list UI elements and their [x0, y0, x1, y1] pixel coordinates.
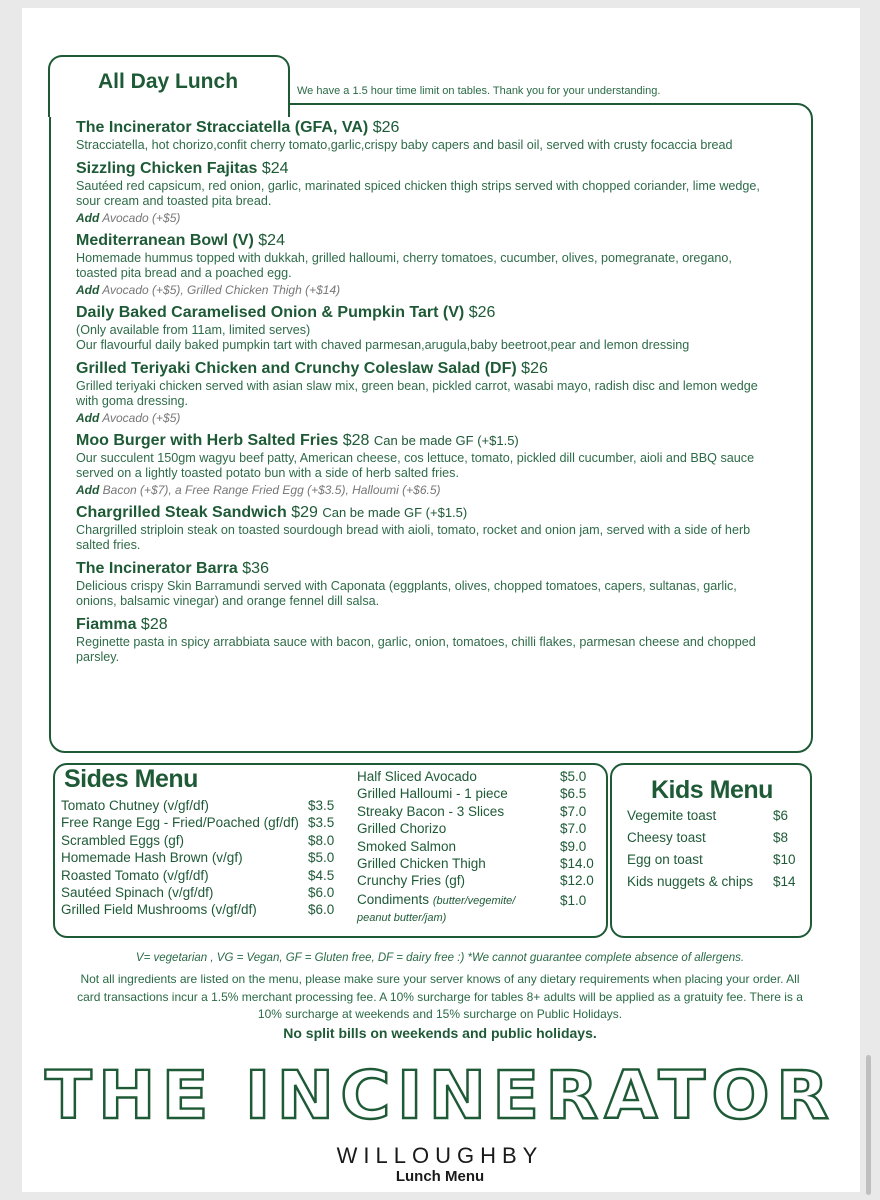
side-item-price: $9.0: [560, 838, 587, 854]
side-item-name: Grilled Halloumi - 1 piece: [357, 786, 508, 802]
menu-item-name: The Incinerator Stracciatella (GFA, VA): [76, 119, 369, 136]
kids-item-price: $10: [773, 852, 796, 867]
menu-subtitle: Lunch Menu: [395, 1168, 485, 1185]
menu-item: [76, 358, 776, 426]
menu-item-description: Our succulent 150gm wagyu beef patty, American cheese, cos lettuce, tomato, pickled dill cucumber, aioli and BBQ sauce served on a lightly toasted potato bun with a side of herb salted fries.: [76, 450, 755, 480]
side-item-name: Grilled Chicken Thigh: [357, 856, 486, 872]
menu-item-header: [76, 614, 776, 635]
menu-item-name: The Incinerator Barra: [76, 559, 238, 577]
menu-item-description: (Only available from 11am, limited serves) Our flavourful daily baked pumpkin tart with chaved parmesan,arugula,baby beetroot,pear and lemon dressing: [76, 322, 690, 352]
side-item-name: Homemade Hash Brown (v/gf): [61, 850, 243, 866]
addon-label: Add: [76, 482, 100, 497]
kids-item-name: Cheesy toast: [627, 830, 706, 845]
side-item-name: Crunchy Fries (gf): [357, 873, 466, 889]
brand-logo: [0, 1052, 880, 1132]
menu-item: [76, 158, 776, 226]
kids-item-name: Vegemite toast: [627, 808, 717, 823]
side-item-price: $3.5: [308, 815, 335, 831]
side-item: [61, 901, 346, 918]
menu-item-description: Reginette pasta in spicy arrabbiata sauce with bacon, garlic, onion, tomatoes, chilli flakes, parmesan cheese and chopped parsley.: [76, 634, 756, 664]
side-item-price: $6.5: [560, 786, 587, 802]
menu-item: [76, 430, 776, 498]
kids-item: [627, 849, 799, 871]
side-item-name: Scrambled Eggs (gf): [61, 832, 185, 848]
menu-item-price: $26: [372, 119, 400, 136]
side-item-name: Tomato Chutney (v/gf/df): [61, 798, 209, 813]
kids-menu-title: Kids Menu: [651, 776, 773, 804]
menu-item-description: Grilled teriyaki chicken served with asian slaw mix, green bean, pickled carrot, wasabi mayo, radish disc and lemon wedge with goma dressing.: [76, 378, 758, 408]
side-item-price: $5.0: [308, 850, 335, 866]
side-item-name: Smoked Salmon: [357, 838, 457, 854]
menu-item-name: Daily Baked Caramelised Onion & Pumpkin Tart (V): [76, 303, 465, 321]
kids-item-name: Kids nuggets & chips: [627, 874, 754, 889]
addon-label: Add: [76, 210, 100, 225]
menu-item-addons: [76, 282, 776, 298]
menu-item-price: $24: [261, 159, 289, 177]
side-item-price: $4.5: [308, 867, 335, 883]
kids-item-name: Egg on toast: [627, 852, 703, 867]
side-item-price: $3.5: [308, 798, 335, 813]
side-item-name: Grilled Chorizo: [357, 821, 447, 837]
menu-item-price: $28: [342, 431, 370, 449]
side-item-price: $6.0: [308, 902, 335, 918]
kids-item-price: $14: [773, 874, 796, 889]
side-item: [357, 838, 592, 855]
condiments-label: [357, 892, 515, 926]
split-bill-notice: No split bills on weekends and public holidays.: [283, 1025, 597, 1041]
menu-item-description: Delicious crispy Skin Barramundi served with Caponata (eggplants, olives, chopped tomatoes, capers, sultanas, garlic, onions, balsamic vinegar) and orange fennel dill salsa.: [76, 578, 737, 608]
side-item-price: $7.0: [560, 803, 587, 819]
side-item-price: $12.0: [560, 873, 594, 889]
menu-item-name: Sizzling Chicken Fajitas: [76, 159, 258, 177]
addon-label: Add: [76, 410, 100, 425]
menu-item-description: Stracciatella, hot chorizo,confit cherry tomato,garlic,crispy baby capers and basil oil, served with crusty focaccia bread: [76, 138, 733, 152]
menu-item: [76, 614, 776, 666]
menu-item-header: [76, 302, 776, 323]
menu-item-addons: [76, 482, 776, 498]
side-item: [357, 872, 592, 889]
dietary-legend: V= vegetarian , VG = Vegan, GF = Gluten free, DF = dairy free :) *We cannot guarantee complete absence of allergens.: [135, 952, 745, 964]
addon-options: Avocado (+$5): [102, 410, 181, 425]
kids-item-price: $6: [773, 808, 789, 823]
menu-item-header: [76, 158, 776, 179]
sides-menu-title: Sides Menu: [64, 765, 198, 793]
side-item: [61, 832, 346, 849]
condiments-price: $1.0: [560, 892, 587, 908]
menu-item-header: [76, 430, 776, 451]
side-item: [357, 855, 592, 872]
menu-item: [76, 502, 776, 554]
side-item: [61, 884, 346, 901]
menu-item-header: [76, 230, 776, 251]
side-item: [61, 849, 346, 866]
menu-item-description: Homemade hummus topped with dukkah, grilled halloumi, cherry tomatoes, cucumber, olives, pomegranate, oregano, toasted pita bread and a poached egg.: [76, 250, 732, 280]
side-item-name: Roasted Tomato (v/gf/df): [61, 867, 209, 883]
menu-item-header: [76, 502, 776, 523]
side-item-name: Sautéed Spinach (v/gf/df): [61, 885, 214, 901]
side-item-name: Free Range Egg - Fried/Poached (gf/df): [61, 815, 299, 831]
side-item: [61, 797, 346, 814]
menu-item: [76, 558, 776, 610]
side-item: [357, 785, 592, 802]
side-item-price: $14.0: [560, 856, 594, 872]
brand-name: THE INCINERATOR: [45, 1057, 835, 1132]
kids-menu-list: [627, 805, 799, 893]
menu-item-price: $29: [291, 503, 318, 521]
side-item-price: $7.0: [560, 821, 587, 837]
side-item-condiments: [357, 892, 592, 926]
lunch-items-list: [76, 117, 776, 670]
side-item-name: Streaky Bacon - 3 Slices: [357, 803, 505, 819]
policy-notes: Not all ingredients are listed on the menu, please make sure your server knows of any dietary requirements when placing your order. All card transactions incur a 1.5% merchant processing fee. A 10% surcharge for tables 8+ adults will be applied as a gratuity fee. There is a 10% surcharge at weekends and 15% surcharge on Public Holidays.: [77, 972, 803, 1021]
menu-item: [76, 230, 776, 298]
menu-item-note: Can be made GF (+$1.5): [322, 504, 468, 520]
kids-item: [627, 871, 799, 893]
location-name: WILLOUGHBY: [336, 1143, 544, 1168]
menu-item-price: $24: [258, 231, 285, 249]
menu-item-addons: [76, 210, 776, 226]
sides-right-column: [357, 768, 592, 926]
kids-item-price: $8: [773, 830, 789, 845]
side-item: [357, 803, 592, 820]
menu-item-price: $26: [521, 359, 548, 377]
menu-item-price: $26: [468, 303, 496, 321]
menu-item-addons: [76, 410, 776, 426]
side-item-name: Grilled Field Mushrooms (v/gf/df): [61, 902, 257, 918]
menu-item-header: [76, 117, 776, 138]
menu-item-name: Mediterranean Bowl (V): [76, 231, 254, 249]
addon-options: Bacon (+$7), a Free Range Fried Egg (+$3.5), Halloumi (+$6.5): [102, 482, 441, 497]
side-item-name: Half Sliced Avocado: [357, 769, 477, 784]
side-item-price: $8.0: [308, 832, 335, 848]
menu-item-description: Chargrilled striploin steak on toasted sourdough bread with aioli, tomato, rocket and onion jam, served with a side of herb salted fries.: [76, 522, 751, 552]
side-item: [61, 867, 346, 884]
menu-item: [76, 302, 776, 354]
addon-options: Avocado (+$5), Grilled Chicken Thigh (+$14): [102, 282, 341, 297]
condiments-name: Condiments: [357, 891, 430, 907]
time-limit-note: We have a 1.5 hour time limit on tables. Thank you for your understanding.: [297, 85, 661, 97]
lunch-section-title: All Day Lunch: [98, 70, 239, 93]
kids-item: [627, 827, 799, 849]
menu-item-price: $28: [140, 615, 168, 633]
side-item: [357, 820, 592, 837]
menu-item-name: Moo Burger with Herb Salted Fries: [76, 431, 339, 449]
menu-item-note: Can be made GF (+$1.5): [373, 432, 519, 448]
menu-item-name: Grilled Teriyaki Chicken and Crunchy Coleslaw Salad (DF): [76, 359, 517, 377]
menu-item-name: Fiamma: [76, 615, 137, 633]
menu-item-description: Sautéed red capsicum, red onion, garlic, marinated spiced chicken thigh strips served with chopped coriander, lime wedge, sour cream and toasted pita bread.: [76, 178, 760, 208]
side-item: [61, 814, 346, 831]
addon-options: Avocado (+$5): [102, 210, 181, 225]
menu-item-header: [76, 358, 776, 379]
scrollbar[interactable]: [866, 1055, 871, 1195]
menu-item-name: Chargrilled Steak Sandwich: [76, 503, 287, 521]
side-item: [357, 768, 592, 785]
side-item-price: $5.0: [560, 769, 587, 784]
condiments-detail: (butter/vegemite/ peanut butter/jam): [357, 894, 516, 924]
menu-item-price: $36: [242, 559, 269, 577]
menu-item-header: [76, 558, 776, 579]
kids-item: [627, 805, 799, 827]
side-item-price: $6.0: [308, 885, 335, 901]
sides-left-column: [61, 797, 346, 919]
addon-label: Add: [76, 282, 100, 297]
menu-item: [76, 117, 776, 154]
